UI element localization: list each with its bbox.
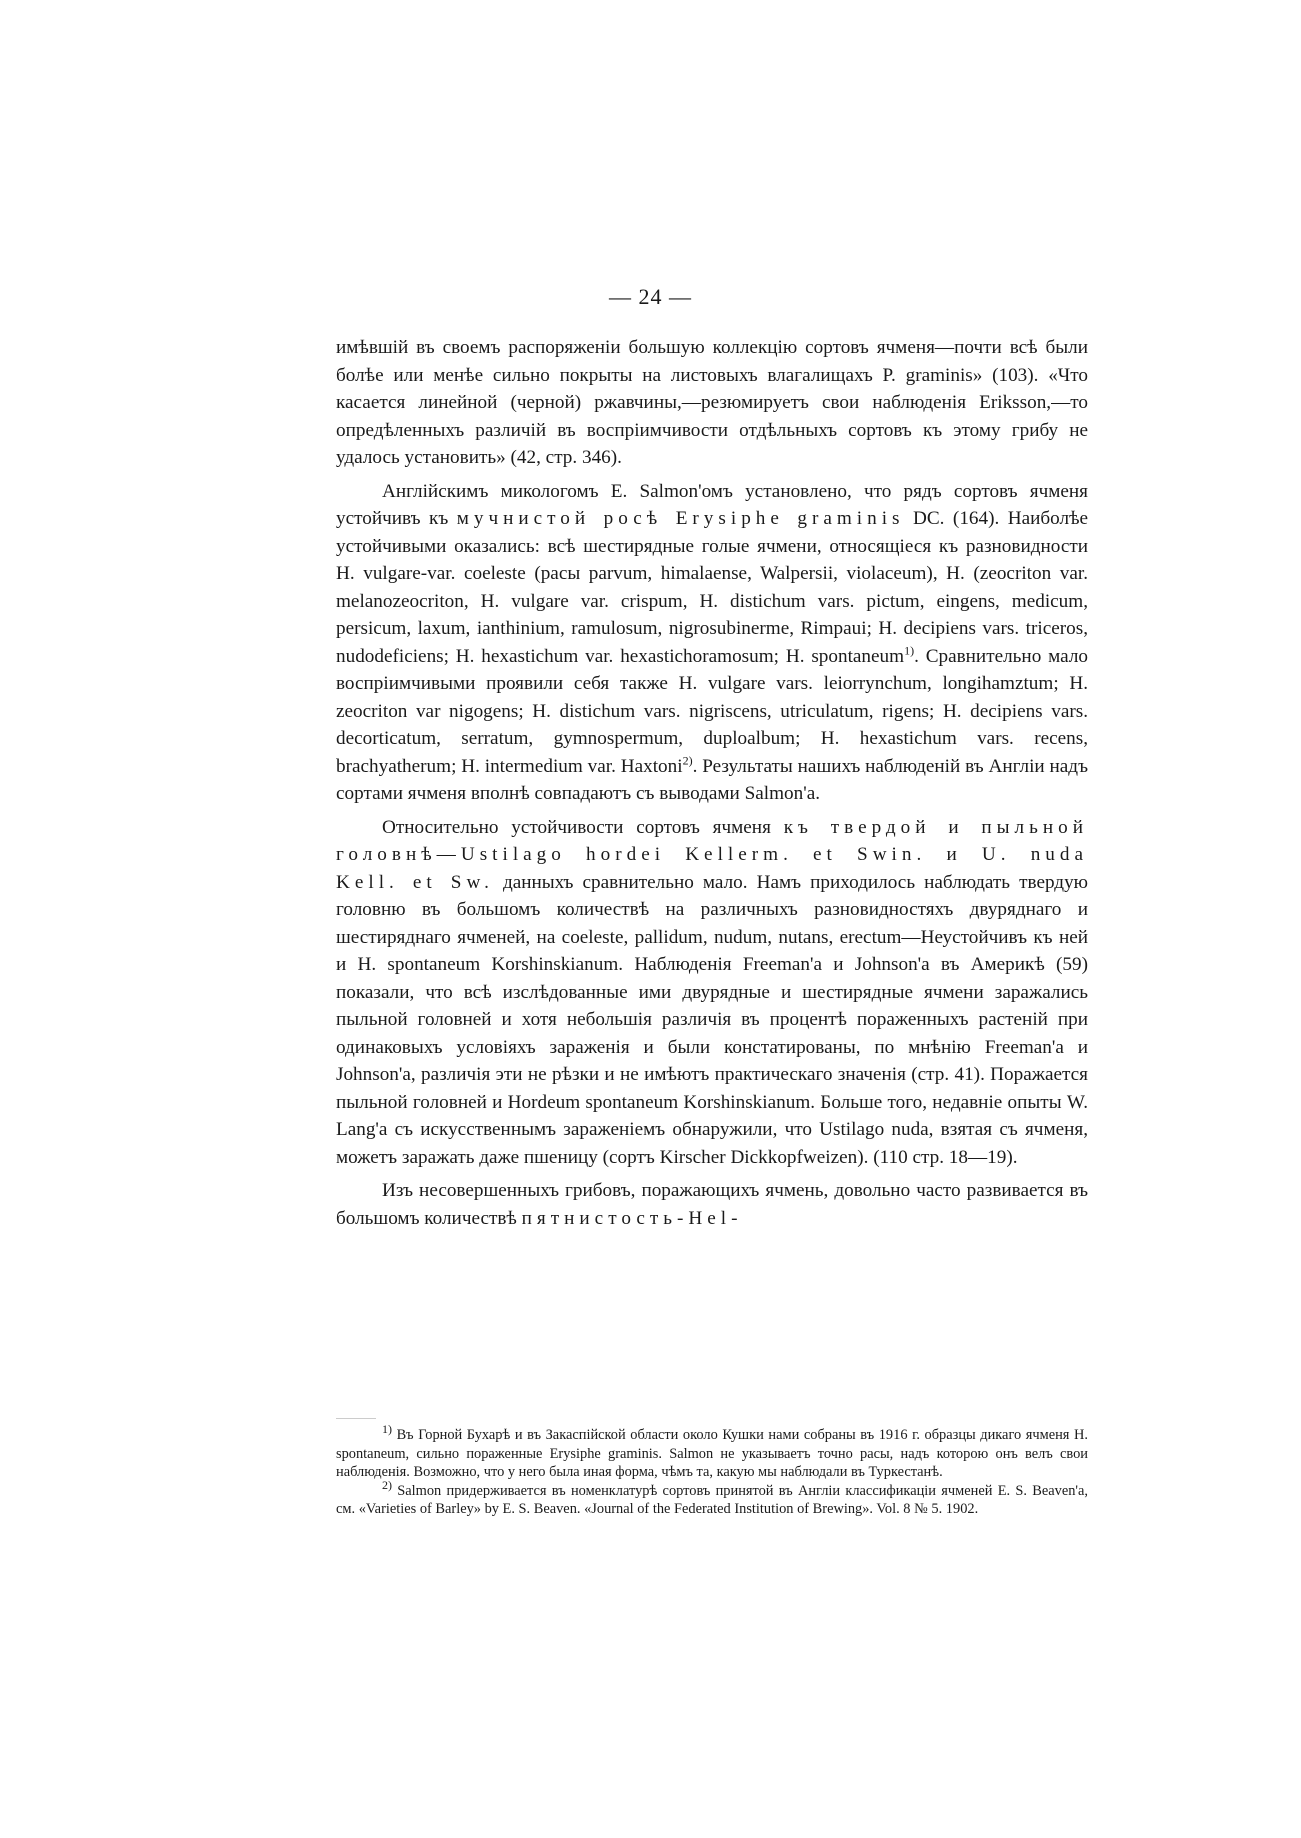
text-run: Относительно устойчивости сортовъ ячменя (382, 816, 784, 838)
footnote-divider (336, 1418, 376, 1419)
text-run: Изъ несовершенныхъ грибовъ, поражающихъ ячмень, довольно часто развивается въ большомъ количествѣ (336, 1180, 1088, 1229)
text-run: Англійскимъ микологомъ E. Salmon'омъ установлено, что рядъ сортовъ ячменя устойчивъ къ (336, 480, 1088, 529)
footnote-text: Въ Горной Бухарѣ и въ Закаспійской области около Кушки нами собраны въ 1916 г. образцы дикаго ячменя H. spontaneum, сильно пораженные Erysiphe graminis. Salmon не указываетъ точно расы, надъ которою онъ велъ свои наблюденія. Возможно, что у него была иная форма, чѣмъ та, какую мы наблюдали въ Туркестанѣ. (336, 1427, 1088, 1481)
spaced-term: къ твердой и пыльной головнѣ—Ustilago hordei Kellerm. et Swin. и U. nuda Kell. et Sw. (336, 816, 1088, 893)
footnote-ref: 2) (682, 753, 693, 768)
spaced-term: мучнистой росѣ Erysiphe graminis (456, 508, 905, 529)
paragraph: имѣвшій въ своемъ распоряженіи большую коллекцію сортовъ ячменя—почти всѣ были болѣе или менѣе сильно покрыты на листовыхъ влагалищахъ P. graminis» (103). «Что касается линейной (черной) ржавчины,—резюмируетъ свои наблюденія Eriksson,—то опредѣленныхъ различій въ воспріимчивости отдѣльныхъ сортовъ къ этому грибу не удалось установить» (42, стр. 346). (336, 337, 1088, 468)
main-text (336, 334, 1088, 1232)
text-run: . Сравнительно мало воспріимчивыми проявили себя также H. vulgare vars. leiorrynchum, longihamztum; H. zeocriton var nigogens; H. distichum vars. nigriscens, utriculatum, rigens; H. decipiens vars. decorticatum, serratum, gymnospermum, duploalbum; H. hexastichum vars. recens, brachyatherum; H. intermedium var. Haxtoni (336, 645, 1089, 777)
paragraph (336, 814, 1088, 1172)
footnote-ref: 1) (904, 643, 915, 658)
footnotes (336, 1422, 1088, 1519)
page-number: — 24 — (609, 284, 692, 309)
paragraph (336, 478, 1088, 808)
footnote-mark: 1) (382, 1422, 392, 1437)
text-run: DC. (164). Наиболѣе устойчивыми оказались: всѣ шестирядные голые ячмени, относящіеся къ разновидности H. vulgare-var. coeleste (расы parvum, himalaense, Walpersii, violaceum), H. (zeocriton var. melanozeocriton, H. vulgare var. crispum, H. distichum vars. pictum, eingens, medicum, persicum, laxum, ianthinium, ramulosum, nigrosubinerme, Rimpaui; H. decipiens vars. triceros, nudodeficiens; H. hexastichum var. hexastichoramosum; H. spontaneum (336, 508, 1089, 667)
paragraph (336, 1177, 1088, 1232)
footnote-text: Salmon придерживается въ номенклатурѣ сортовъ принятой въ Англіи классификаціи ячменей E. S. Beaven'a, см. «Varieties of Barley» by E. S. Beaven. «Journal of the Federated Institution of Brewing». Vol. 8 № 5. 1902. (336, 1482, 1088, 1518)
spaced-term: пятнистость-Hel- (521, 1207, 743, 1229)
text-run: данныхъ сравнительно мало. Намъ приходилось наблюдать твердую головню въ большомъ количествѣ на различныхъ разновидностяхъ двуряднаго и шестиряднаго ячменей, на coeleste, pallidum, nudum, nutans, erectum—Неустойчивъ къ ней и H. spontaneum Korshinskianum. Наблюденія Freeman'a и Johnson'a въ Америкѣ (59) показали, что всѣ изслѣдованные ими двурядные и шестирядные ячмени заражались пыльной головней и хотя небольшія различія въ процентѣ пораженныхъ растеній при одинаковыхъ условіяхъ зараженія и были констатированы, по мнѣнію Freeman'a и Johnson'a, различія эти не рѣзки и не имѣютъ практическаго значенія (стр. 41). Поражается пыльной головней и Hordeum spontaneum Korshinskianum. Больше того, недавніе опыты W. Lang'a съ искусственнымъ зараженіемъ обнаружили, что Ustilago nuda, взятая съ ячменя, можетъ заражать даже пшеницу (сортъ Kirscher Dickkopfweizen). (110 стр. 18—19). (336, 871, 1088, 1168)
text-run: . Результаты нашихъ наблюденій въ Англіи надъ сортами ячменя вполнѣ совпадаютъ съ выводами Salmon'a. (336, 755, 1088, 804)
footnote-mark: 2) (382, 1477, 392, 1492)
footnote (336, 1477, 1088, 1519)
footnote (336, 1422, 1088, 1482)
